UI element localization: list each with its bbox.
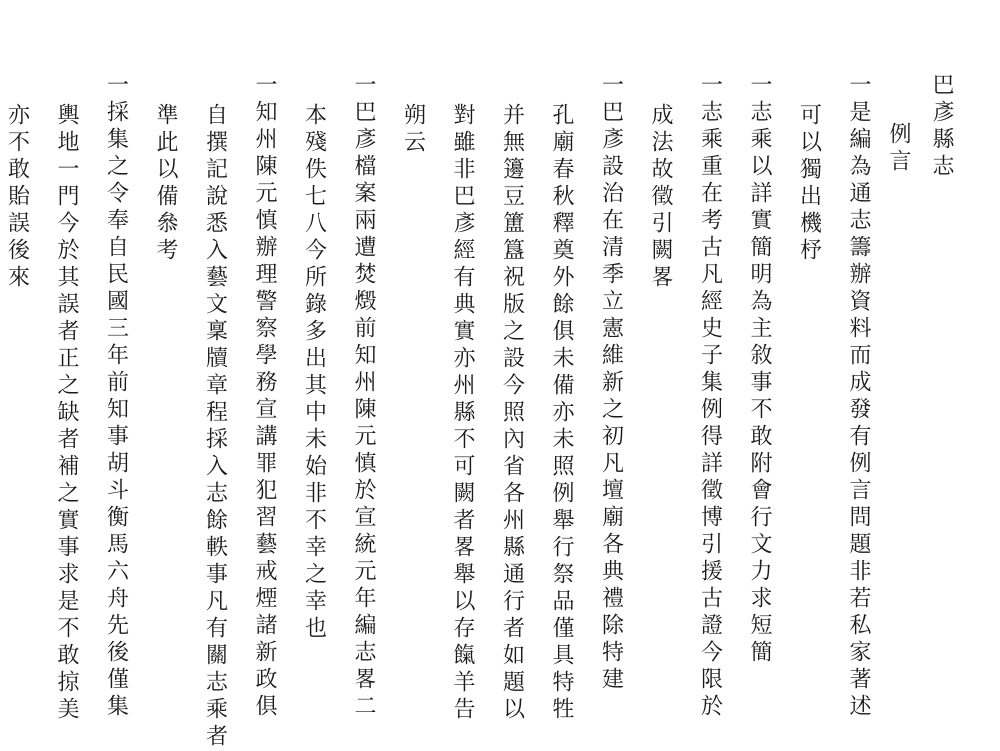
text-column: 本殘佚七八今所錄多出其中未始非不幸之幸也 bbox=[301, 103, 327, 643]
document-title: 巴彥縣志 bbox=[929, 73, 954, 181]
text-column: 一巴彥檔案兩遭焚燬前知州陳元慎於宣統元年編志畧二 bbox=[351, 73, 376, 721]
text-column: 孔廟春秋釋奠外餘俱未備亦未照例舉行祭品僅具特牲 bbox=[549, 103, 574, 724]
text-column: 準此以備叅考 bbox=[153, 103, 178, 265]
text-column: 一巴彥設治在清季立憲維新之初凡壇廟各典禮除特建 bbox=[598, 73, 624, 694]
text-column: 一是編為通志籌辦資料而成發有例言問題非若私家著述 bbox=[846, 73, 871, 721]
section-heading: 例言 bbox=[886, 122, 911, 176]
text-column: 對雖非巴彥經有典實亦州縣不可闕者畧舉以存餼羊告 bbox=[450, 103, 475, 724]
text-column: 亦不敢貽誤後來 bbox=[4, 103, 30, 292]
text-column: 成法故徵引闕畧 bbox=[648, 103, 673, 292]
text-column: 可以獨出機杼 bbox=[796, 103, 822, 265]
text-column: 輿地一門今於其誤者正之缺者補之實事求是不敢掠美 bbox=[54, 103, 79, 724]
text-column: 自撰記說悉入藝文稟牘章程採入志餘軼事凡有關志乘者 bbox=[202, 103, 228, 751]
text-column: 一志乘重在考古凡經史子集例得詳徵博引援古證今限於 bbox=[697, 73, 723, 721]
text-column: 一知州陳元慎辦理警察學務宣講罪犯習藝戒煙諸新政俱 bbox=[252, 73, 277, 721]
text-column: 一志乘以詳實簡明為主敘事不敢附會行文力求短簡 bbox=[747, 73, 772, 667]
text-column: 朔云 bbox=[400, 103, 426, 157]
text-column: 一採集之令奉自民國三年前知事胡斗衡馬六舟先後僅集 bbox=[103, 73, 129, 721]
text-column: 并無籩豆簠簋祝版之設今照內省各州縣通行者如題以 bbox=[499, 103, 525, 724]
